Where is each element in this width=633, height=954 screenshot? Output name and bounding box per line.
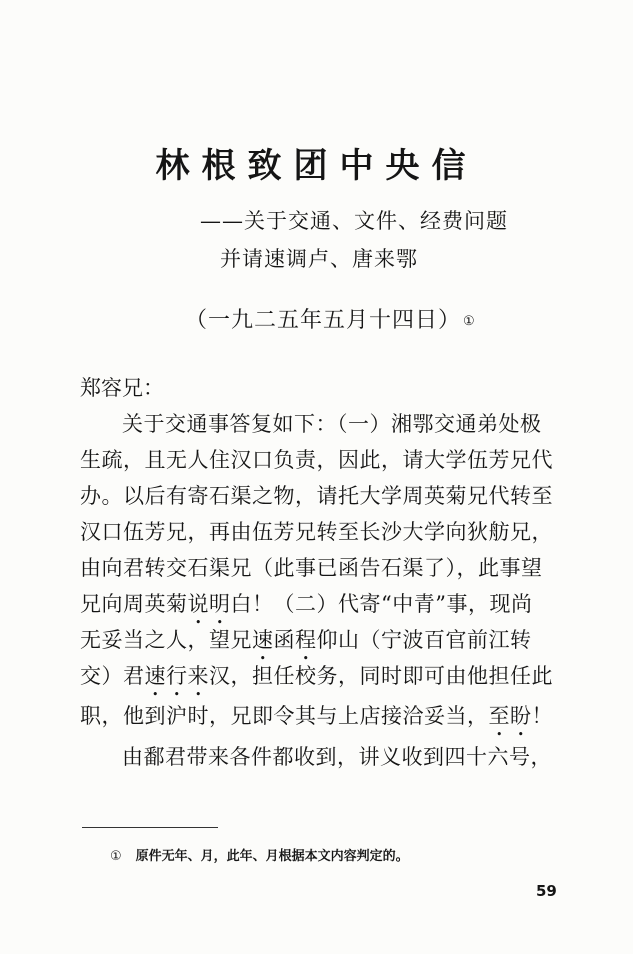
- body-line-8: [80, 660, 580, 701]
- emphasized-text: 速: [252, 628, 274, 652]
- body-line-7-part-a: 无妥当之人，望兄: [80, 628, 252, 652]
- document-title: 林根致团中央信: [155, 146, 478, 186]
- footnote-divider: [82, 827, 218, 828]
- body-line-9-part-a: 职，他到沪时，兄即令其与上店接洽妥当，: [80, 704, 489, 728]
- body-line-8-part-b: 汉，担任校务，同时即可由他担任此: [209, 664, 553, 688]
- footnote-mark: ①: [110, 849, 122, 864]
- footnote: [110, 845, 409, 864]
- body-line-7: [80, 624, 580, 665]
- body-line-2: 生疏，且无人住汉口负责，因此，请大学伍芳兄代: [80, 448, 553, 472]
- body-line-1: 关于交通事答复如下：（一）湘鄂交通弟处极: [122, 412, 542, 436]
- body-line-6: [80, 588, 580, 629]
- emphasized-text: 至盼: [488, 704, 532, 728]
- page-number: 59: [536, 882, 557, 900]
- body-line-4: 汉口伍芳兄，再由伍芳兄转至长沙大学向狄舫兄，: [80, 520, 553, 544]
- body-line-6-part-a: 兄向周英菊: [80, 592, 188, 616]
- body-line-8-part-a: 交）君: [80, 664, 145, 688]
- document-date: [185, 303, 476, 334]
- subtitle-line-1: ——关于交通、文件、经费问题: [200, 209, 508, 233]
- subtitle-line-2: 并请速调卢、唐来鄂: [220, 247, 418, 271]
- body-line-3: 办。以后有寄石渠之物，请托大学周英菊兄代转至: [80, 484, 553, 508]
- body-line-7-part-c: 仰山（宁波百官前江转: [316, 628, 532, 652]
- emphasized-text: 程: [295, 628, 317, 652]
- body-line-5: 由向君转交石渠兄（此事已函告石渠了），此事望: [80, 556, 543, 580]
- date-text: （一九二五年五月十四日）: [185, 308, 462, 333]
- salutation: 郑容兄：: [80, 376, 164, 400]
- body-line-10: 由鄱君带来各件都收到，讲义收到四十六号，: [122, 745, 552, 769]
- emphasized-text: 速行来: [144, 664, 209, 688]
- date-footnote-mark: ①: [463, 314, 476, 329]
- emphasized-text: 说明: [187, 592, 231, 616]
- body-line-9-part-b: ！: [531, 704, 553, 728]
- body-line-7-part-b: 函: [273, 628, 295, 652]
- body-line-6-part-b: 白！（二）代寄“中青”事，现尚: [230, 592, 533, 616]
- body-line-9: [80, 700, 580, 741]
- footnote-text: 原件无年、月，此年、月根据本文内容判定的。: [135, 849, 409, 864]
